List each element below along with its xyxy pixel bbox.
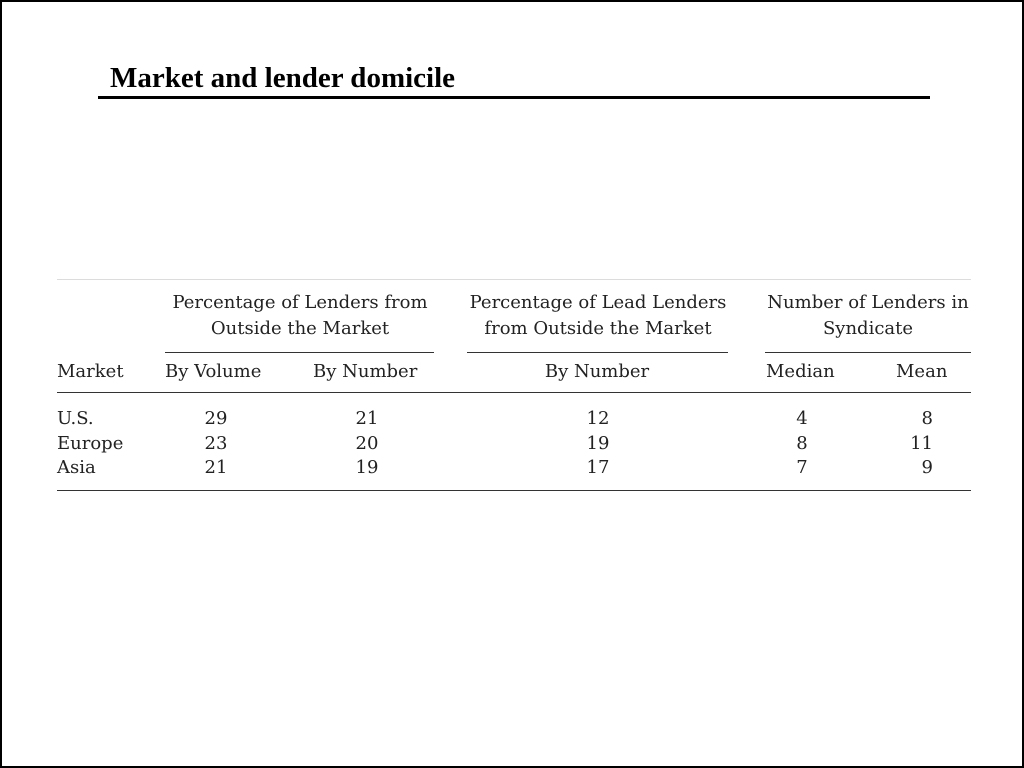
group-header-pct-lead-lenders: Percentage of Lead Lenders from Outside the Market — [469, 292, 727, 339]
table-top-rule — [57, 279, 971, 280]
row-us-mean: 8 — [921, 408, 933, 429]
group-rule-pct-lenders — [165, 352, 434, 353]
row-asia-mean: 9 — [921, 457, 933, 478]
table-bottom-rule — [57, 490, 971, 491]
row-asia-median: 7 — [796, 457, 808, 478]
title-underline — [98, 96, 930, 99]
row-us-market: U.S. — [57, 408, 94, 429]
col-header-market: Market — [57, 361, 124, 382]
row-us-median: 4 — [796, 408, 808, 429]
group-rule-num-lenders — [765, 352, 971, 353]
row-europe-lead-by-number: 19 — [586, 433, 610, 454]
domicile-table — [57, 278, 971, 494]
row-asia-market: Asia — [57, 457, 96, 478]
col-header-mean: Mean — [896, 361, 948, 382]
group-header-num-lenders: Number of Lenders in Syndicate — [767, 292, 969, 339]
col-header-lead-by-number: By Number — [544, 361, 650, 382]
row-asia-lead-by-number: 17 — [586, 457, 610, 478]
row-asia-by-volume: 21 — [204, 457, 228, 478]
col-header-median: Median — [766, 361, 835, 382]
group-rule-pct-lead-lenders — [467, 352, 728, 353]
slide-title: Market and lender domicile — [110, 62, 456, 94]
row-europe-mean: 11 — [910, 433, 933, 454]
row-europe-median: 8 — [796, 433, 808, 454]
row-europe-market: Europe — [57, 433, 124, 454]
group-header-pct-lenders: Percentage of Lenders from Outside the Market — [172, 292, 428, 339]
row-europe-by-number: 20 — [355, 433, 379, 454]
col-header-by-number: By Number — [313, 361, 418, 382]
header-bottom-rule — [57, 392, 971, 393]
row-us-lead-by-number: 12 — [586, 408, 610, 429]
row-asia-by-number: 19 — [355, 457, 379, 478]
row-europe-by-volume: 23 — [204, 433, 228, 454]
row-us-by-number: 21 — [355, 408, 379, 429]
row-us-by-volume: 29 — [204, 408, 228, 429]
col-header-by-volume: By Volume — [165, 361, 262, 382]
